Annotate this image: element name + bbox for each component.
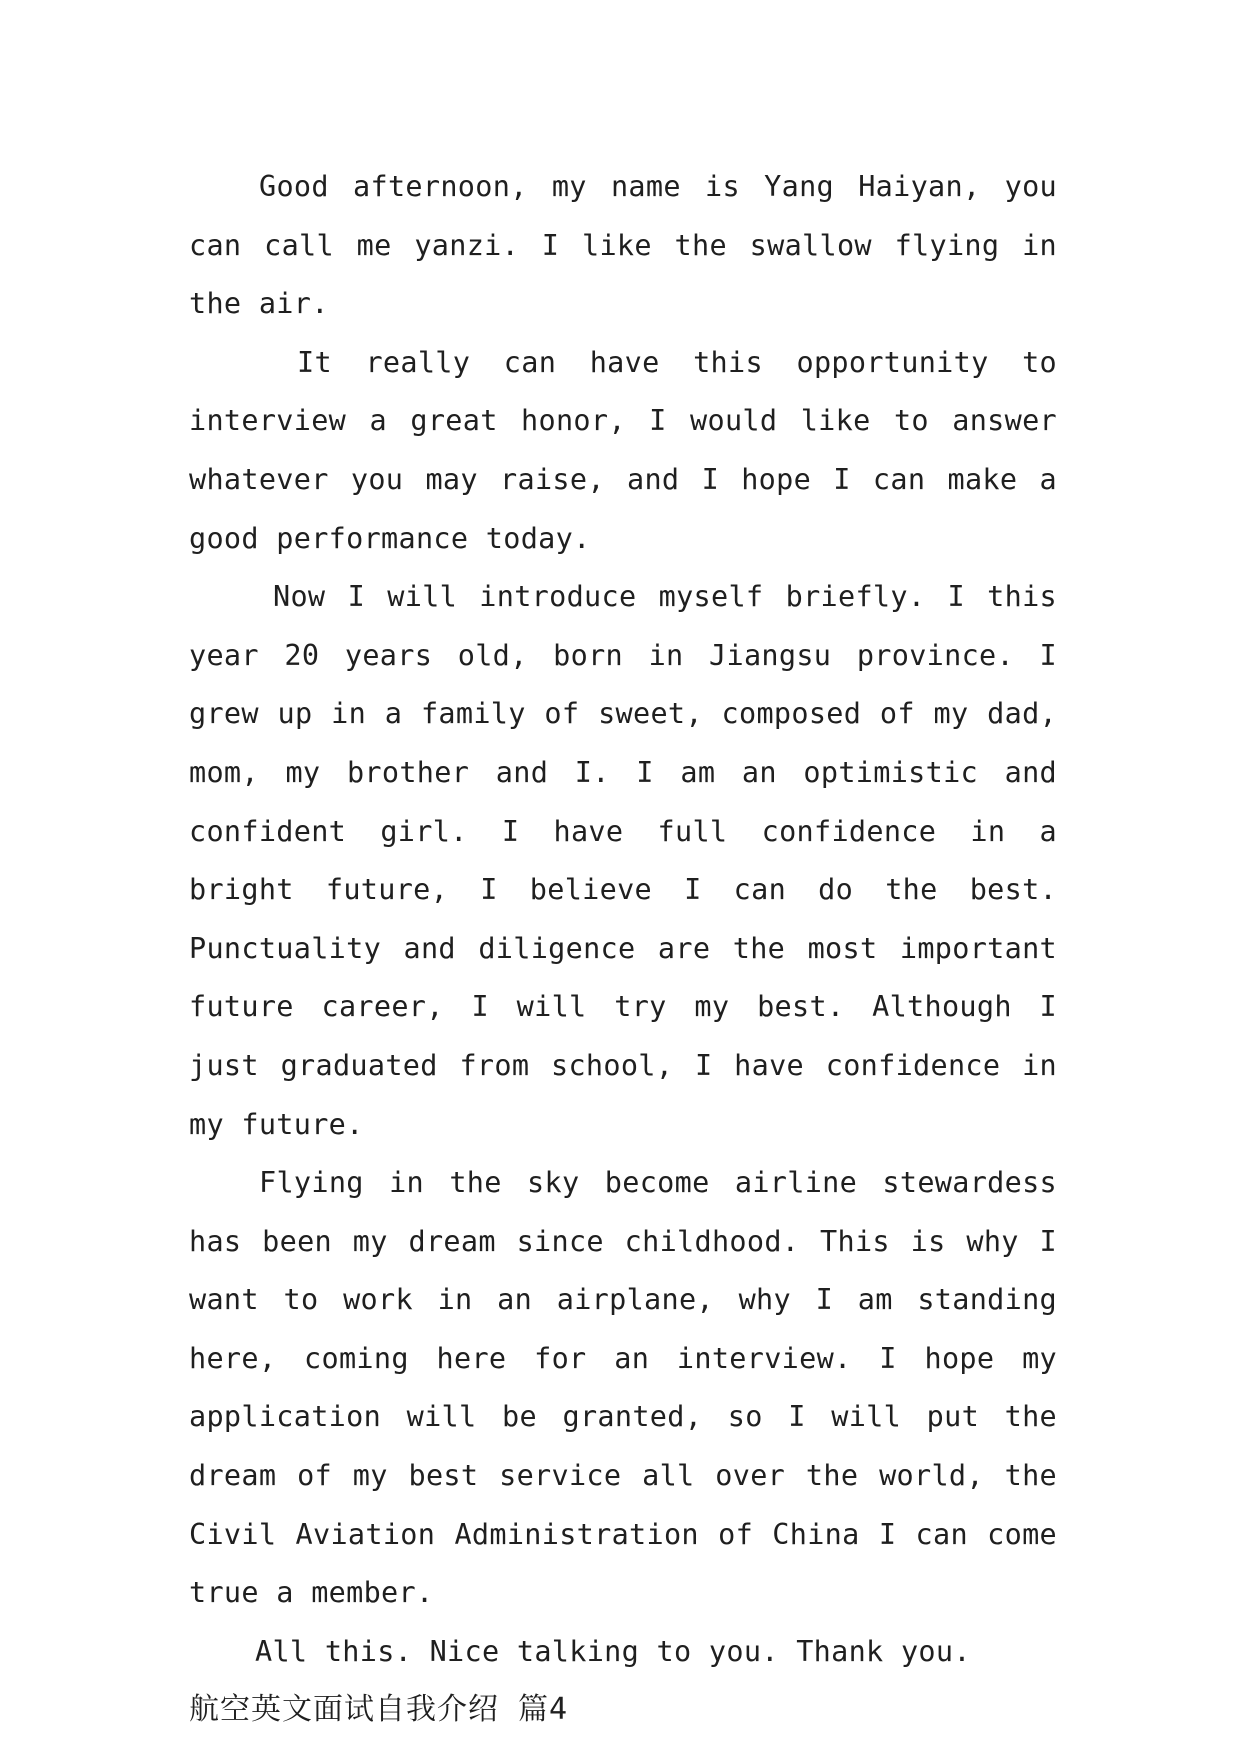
paragraph-opportunity: It really can have this opportunity to interview a great honor, I would like to answer whatever you may raise, and I hope I can make a good performance today.	[189, 345, 1057, 555]
document-body	[189, 158, 1057, 1740]
paragraph-introduction: Now I will introduce myself briefly. I this year 20 years old, born in Jiangsu province. I grew up in a family of sweet, composed of my dad, mom, my brother and I. I am an optimistic and confident girl. I have full confidence in a bright future, I believe I can do the best. Punctuality and diligence are the most important future career, I will try my best. Although I just graduated from school, I have confidence in my future.	[189, 580, 1057, 1141]
paragraph-closing: All this. Nice talking to you. Thank you.	[255, 1634, 971, 1668]
paragraph-dream: Flying in the sky become airline stewardess has been my dream since childhood. This is why I want to work in an airplane, why I am standing here, coming here for an interview. I hope my application will be granted, so I will put the dream of my best service all over the world, the Civil Aviation Administration of China I can come true a member.	[189, 1166, 1057, 1610]
paragraph-greeting: Good afternoon, my name is Yang Haiyan, you can call me yanzi. I like the swallow flying in the air.	[189, 170, 1057, 321]
section-heading: 航空英文面试自我介绍 篇4	[189, 1692, 569, 1728]
